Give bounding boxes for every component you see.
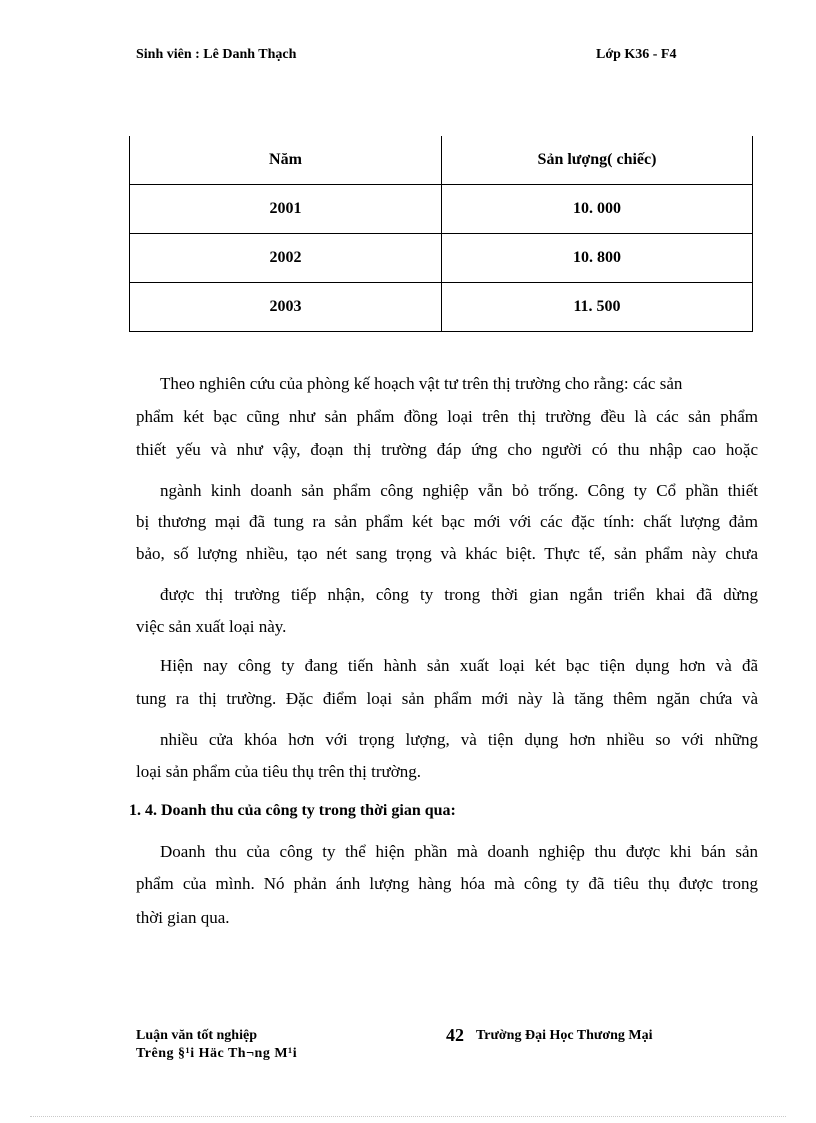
paragraph-line: thời gian qua. [136,908,230,927]
header-class: Lớp K36 - F4 [596,47,677,62]
table-row [130,185,753,234]
paragraph-line: tung ra thị trường. Đặc điểm loại sản phẩm mới này là tăng thêm ngăn chứa và [136,689,758,708]
paragraph-line: được thị trường tiếp nhận, công ty trong thời gian ngắn triển khai đã dừng [160,585,758,604]
header-student: Sinh viên : Lê Danh Thạch [136,47,297,62]
production-table [129,136,753,332]
paragraph-line: bị thương mại đã tung ra sản phẩm két bạc mới với các đặc tính: chất lượng đảm [136,512,758,531]
table-cell-year: 2002 [130,234,442,283]
paragraph-line: phẩm két bạc cũng như sản phẩm đồng loại trên thị trường đều là các sản phẩm [136,407,758,426]
paragraph-line: bảo, số lượng nhiều, tạo nét sang trọng và khác biệt. Thực tế, sản phẩm này chưa [136,544,758,563]
paragraph-line: việc sản xuất loại này. [136,617,287,636]
table-cell-year: 2003 [130,283,442,332]
footer-thesis: Luận văn tốt nghiệp [136,1028,257,1043]
table-cell-output: 11. 500 [442,283,753,332]
paragraph-line: Hiện nay công ty đang tiến hành sản xuất loại két bạc tiện dụng hơn và đã [160,656,758,675]
table-cell-output: 10. 800 [442,234,753,283]
table-row [130,283,753,332]
footer-university: Trường Đại Học Thương Mại [476,1028,653,1043]
paragraph-line: Doanh thu của công ty thể hiện phần mà doanh nghiệp thu được khi bán sản [160,842,758,861]
footer-garbled-university: Trêng §¹i Häc Th¬ng M¹i [136,1046,298,1061]
table-header-row [130,136,753,185]
paragraph-line: phẩm của mình. Nó phản ánh lượng hàng hóa mà công ty đã tiêu thụ được trong [136,874,758,893]
page-number: 42 [446,1025,464,1045]
paragraph-line: Theo nghiên cứu của phòng kế hoạch vật tư trên thị trường cho rằng: các sản [160,374,683,393]
paragraph-line: nhiều cửa khóa hơn với trọng lượng, và tiện dụng hơn nhiều so với những [160,730,758,749]
column-header-year: Năm [130,136,442,185]
paragraph-line: loại sản phẩm của tiêu thụ trên thị trường. [136,762,421,781]
page-bottom-divider [30,1116,786,1117]
section-heading: 1. 4. Doanh thu của công ty trong thời gian qua: [129,802,456,819]
table-cell-year: 2001 [130,185,442,234]
paragraph-line: ngành kinh doanh sản phẩm công nghiệp vẫn bỏ trống. Công ty Cổ phần thiết [160,481,758,500]
paragraph-line: thiết yếu và như vậy, đoạn thị trường đáp ứng cho người có thu nhập cao hoặc [136,440,758,459]
table-cell-output: 10. 000 [442,185,753,234]
table-row [130,234,753,283]
column-header-output: Sản lượng( chiếc) [442,136,753,185]
